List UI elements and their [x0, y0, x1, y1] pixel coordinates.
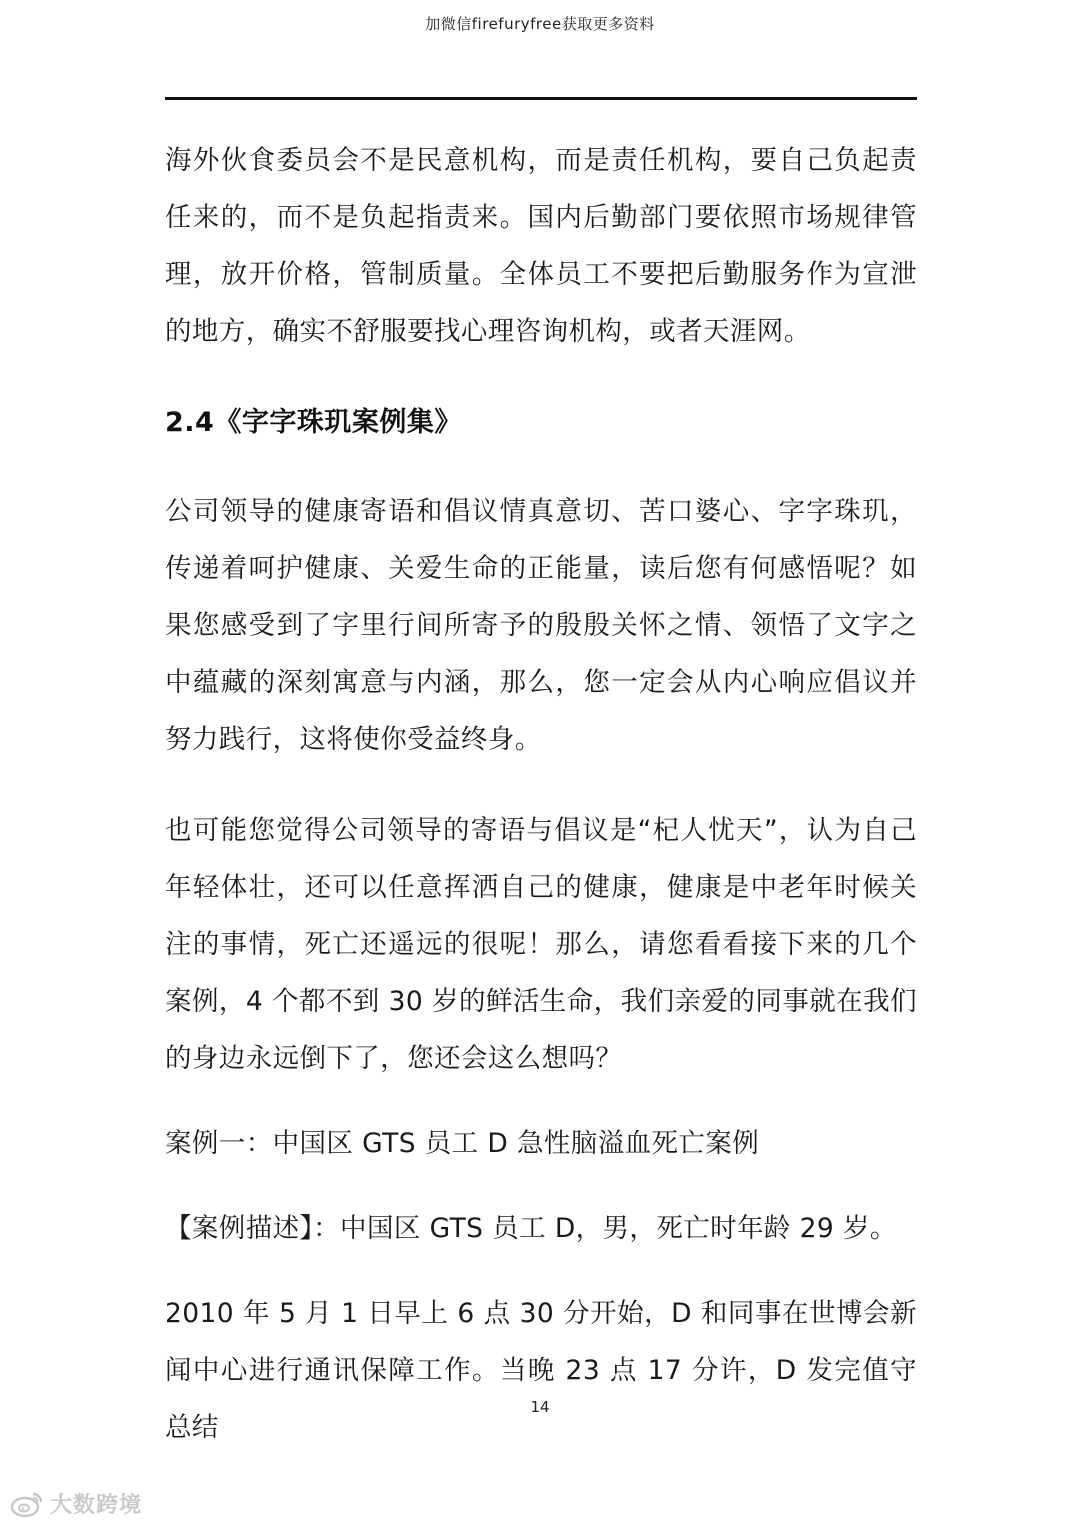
case-narrative: 2010 年 5 月 1 日早上 6 点 30 分开始，D 和同事在世博会新闻中心进行通讯保障工作。当晚 23 点 17 分许，D 发完值守总结 [165, 1298, 917, 1443]
case-description: 【案例描述】：中国区 GTS 员工 D，男，死亡时年龄 29 岁。 [165, 1213, 897, 1244]
header-divider [165, 97, 917, 100]
section-heading: 2.4《字字珠玑案例集》 [165, 407, 462, 438]
header-note: 加微信firefuryfree获取更多资料 [425, 15, 655, 33]
case-title: 案例一：中国区 GTS 员工 D 急性脑溢血死亡案例 [165, 1128, 760, 1159]
paragraph-leader-message: 公司领导的健康寄语和倡议情真意切、苦口婆心、字字珠玑，传递着呵护健康、关爱生命的正能量，读后您有何感悟呢？如果您感受到了字里行间所寄予的殷殷关怀之情、领悟了文字之中蕴藏的深刻寓意与内涵，那么，您一定会从内心响应倡议并努力践行，这将使你受益终身。 [165, 496, 917, 755]
weibo-logo-icon [10, 1490, 44, 1518]
watermark-text: 大数跨境 [50, 1493, 143, 1518]
paragraph-worry-cases: 也可能您觉得公司领导的寄语与倡议是“杞人忧天”，认为自己年轻体壮，还可以任意挥洒自己的健康，健康是中老年时候关注的事情，死亡还遥远的很呢！那么，请您看看接下来的几个案例，4 个都不到 30 岁的鲜活生命，我们亲爱的同事就在我们的身边永远倒下了，您还会这么想吗？ [165, 815, 917, 1074]
document-body [165, 132, 917, 1456]
paragraph-canteen-committee: 海外伙食委员会不是民意机构，而是责任机构，要自己负起责任来的，而不是负起指责来。国内后勤部门要依照市场规律管理，放开价格，管制质量。全体员工不要把后勤服务作为宣泄的地方，确实不舒服要找心理咨询机构，或者天涯网。 [165, 145, 917, 347]
watermark [10, 1488, 142, 1519]
page-number: 14 [530, 1398, 550, 1416]
